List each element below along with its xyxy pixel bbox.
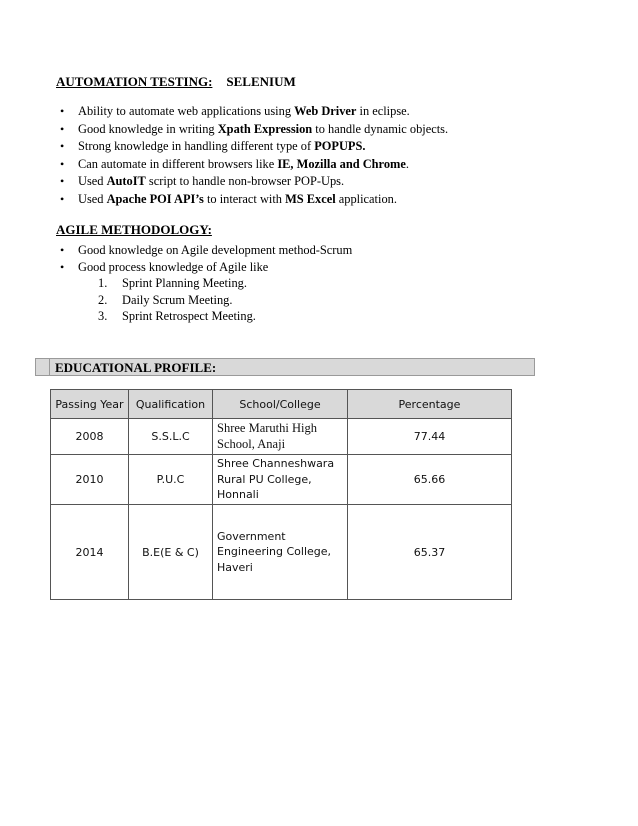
- list-item: • Good process knowledge of Agile like: [60, 259, 352, 276]
- divider: [49, 359, 50, 375]
- table-header-row: [51, 390, 512, 419]
- agile-heading: AGILE METHODOLOGY:: [56, 222, 212, 237]
- automation-heading-text: AUTOMATION TESTING:: [56, 74, 213, 89]
- percentage-cell: 65.66: [348, 455, 512, 505]
- education-heading-bar: [35, 358, 535, 376]
- table-row: [51, 505, 512, 600]
- qualification-cell: S.S.L.C: [129, 419, 213, 455]
- qualification-cell: P.U.C: [129, 455, 213, 505]
- education-heading: EDUCATIONAL PROFILE:: [55, 360, 217, 375]
- list-item: • Used Apache POI API’s to interact with MS Excel application.: [60, 191, 448, 209]
- agile-skill-list: [60, 242, 352, 276]
- table-row: [51, 419, 512, 455]
- list-item: 1. Sprint Planning Meeting.: [98, 276, 247, 290]
- school-cell: Shree Channeshwara Rural PU College, Honnali: [213, 455, 348, 505]
- column-header: Percentage: [348, 390, 512, 419]
- year-cell: 2008: [51, 419, 129, 455]
- year-cell: 2010: [51, 455, 129, 505]
- column-header: Passing Year: [51, 390, 129, 419]
- percentage-cell: 65.37: [348, 505, 512, 600]
- list-item: • Ability to automate web applications using Web Driver in eclipse.: [60, 103, 448, 121]
- year-cell: 2014: [51, 505, 129, 600]
- list-item: 3. Sprint Retrospect Meeting.: [98, 309, 256, 323]
- list-item: • Strong knowledge in handling different type of POPUPS.: [60, 138, 448, 156]
- automation-skill-list: [60, 103, 448, 209]
- list-item: • Can automate in different browsers like IE, Mozilla and Chrome.: [60, 156, 448, 174]
- list-item: • Good knowledge in writing Xpath Expression to handle dynamic objects.: [60, 121, 448, 139]
- automation-heading: [56, 74, 296, 90]
- column-header: School/College: [213, 390, 348, 419]
- list-item: 2. Daily Scrum Meeting.: [98, 292, 233, 307]
- education-table: [50, 389, 512, 600]
- percentage-cell: 77.44: [348, 419, 512, 455]
- qualification-cell: B.E(E & C): [129, 505, 213, 600]
- list-item: • Used AutoIT script to handle non-browser POP-Ups.: [60, 173, 448, 191]
- agile-steps-list: [98, 275, 256, 325]
- list-item: • Good knowledge on Agile development method-Scrum: [60, 242, 352, 259]
- automation-subheading: SELENIUM: [226, 74, 296, 89]
- school-cell: Shree Maruthi High School, Anaji: [213, 419, 348, 455]
- school-cell: Government Engineering College, Haveri: [213, 505, 348, 600]
- column-header: Qualification: [129, 390, 213, 419]
- table-row: [51, 455, 512, 505]
